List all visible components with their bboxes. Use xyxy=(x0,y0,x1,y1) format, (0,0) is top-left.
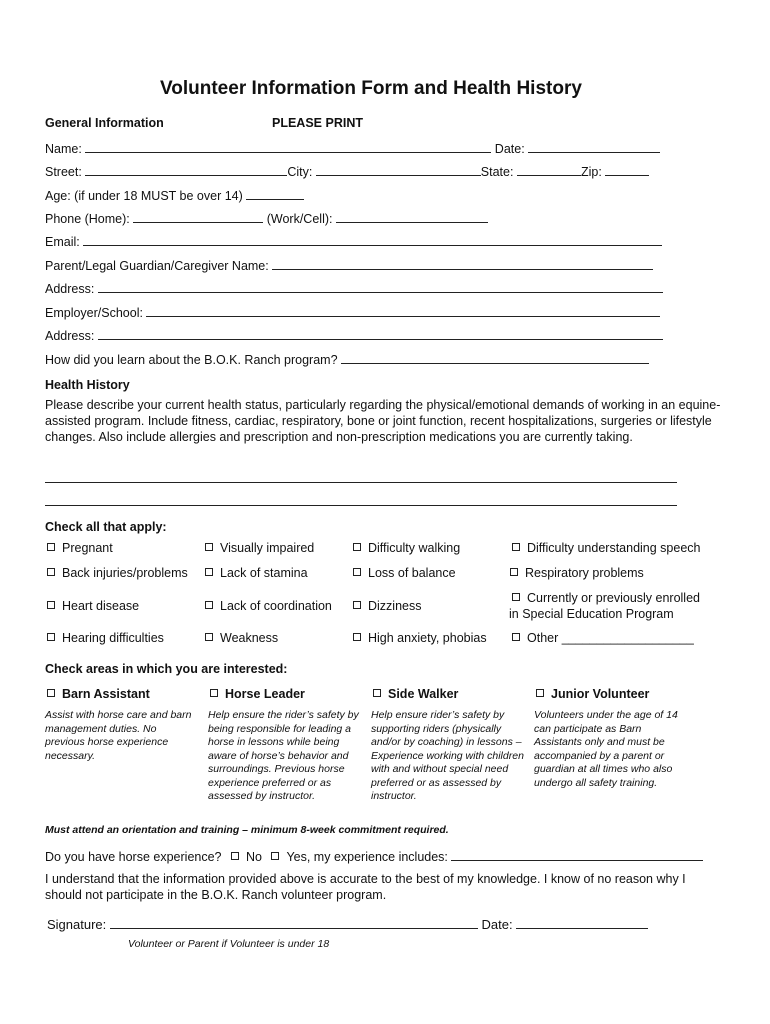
address2-label: Address: xyxy=(45,329,95,343)
no-label: No xyxy=(246,850,262,864)
role-side-walker[interactable]: Side Walker xyxy=(373,687,458,701)
general-heading: General Information xyxy=(45,116,164,130)
state-field[interactable] xyxy=(517,163,581,176)
checkbox[interactable] xyxy=(373,689,381,697)
check-item[interactable]: Respiratory problems xyxy=(510,566,644,580)
checkbox[interactable] xyxy=(353,633,361,641)
address1-label: Address: xyxy=(45,282,95,296)
signature-label: Signature: xyxy=(47,917,107,932)
check-item[interactable]: Difficulty understanding speech xyxy=(512,541,701,555)
guardian-label: Parent/Legal Guardian/Caregiver Name: xyxy=(45,259,269,273)
checkbox[interactable] xyxy=(47,568,55,576)
yes-label: Yes, my experience includes: xyxy=(286,850,448,864)
employer-label: Employer/School: xyxy=(45,306,143,320)
checkbox[interactable] xyxy=(205,601,213,609)
barn-assistant-desc: Assist with horse care and barn management duties. No previous horse experience necessary. xyxy=(45,709,192,762)
phone-home-field[interactable] xyxy=(133,210,263,223)
address1-field[interactable] xyxy=(98,280,663,293)
employer-row xyxy=(45,304,660,320)
junior-volunteer-desc: Volunteers under the age of 14 can participate as Barn Assistants only and must be accompanied by a parent or guardian at all times who also undergo all safety training. xyxy=(534,709,678,789)
checkbox[interactable] xyxy=(353,601,361,609)
address2-field[interactable] xyxy=(98,327,663,340)
checkbox[interactable] xyxy=(512,543,520,551)
name-field[interactable] xyxy=(85,140,491,153)
check-item[interactable]: Back injuries/problems xyxy=(47,566,188,580)
name-row xyxy=(45,140,660,156)
checkbox[interactable] xyxy=(353,543,361,551)
how-learn-row xyxy=(45,351,649,367)
signature-date-label: Date: xyxy=(481,917,513,932)
date-field[interactable] xyxy=(528,140,660,153)
email-field[interactable] xyxy=(83,233,662,246)
side-walker-desc: Help ensure rider’s safety by supporting riders (physically and/or by coaching) in lessons – Experience working with children with and without special need preferred or as assessed by instructor. xyxy=(371,709,524,802)
street-field[interactable] xyxy=(85,163,287,176)
health-instructions: Please describe your current health status, particularly regarding the physical/emotional demands of working in an equine-assisted program. Include fitness, cardiac, respiratory, bone or joint function, recent hospitalizations, surgeries or lifestyle changes. Also include allergies and prescription and non-prescription medications you are currently taking. xyxy=(45,398,721,444)
checkbox[interactable] xyxy=(205,543,213,551)
date-label: Date: xyxy=(494,142,525,156)
signature-date-field[interactable] xyxy=(516,916,648,929)
name-label: Name: xyxy=(45,142,82,156)
age-label: Age: (if under 18 MUST be over 14) xyxy=(45,189,243,203)
check-item[interactable]: Heart disease xyxy=(47,599,139,613)
check-item[interactable]: Visually impaired xyxy=(205,541,314,555)
role-horse-leader[interactable]: Horse Leader xyxy=(210,687,305,701)
signature-row xyxy=(47,916,648,932)
checkbox[interactable] xyxy=(47,633,55,641)
experience-question: Do you have horse experience? xyxy=(45,850,222,864)
phone-row xyxy=(45,210,488,226)
please-print: PLEASE PRINT xyxy=(272,116,363,130)
no-checkbox[interactable] xyxy=(231,852,239,860)
interests-heading: Check areas in which you are interested: xyxy=(45,662,288,676)
signature-note: Volunteer or Parent if Volunteer is under 18 xyxy=(128,938,330,950)
yes-checkbox[interactable] xyxy=(271,852,279,860)
employer-field[interactable] xyxy=(146,304,660,317)
checkbox[interactable] xyxy=(210,689,218,697)
age-field[interactable] xyxy=(246,187,304,200)
check-item[interactable]: Weakness xyxy=(205,631,278,645)
phone-home-label: Phone (Home): xyxy=(45,212,130,226)
role-barn-assistant[interactable]: Barn Assistant xyxy=(47,687,150,701)
work-cell-field[interactable] xyxy=(336,210,488,223)
check-item[interactable]: Lack of stamina xyxy=(205,566,308,580)
age-row xyxy=(45,187,304,203)
orientation-note: Must attend an orientation and training – minimum 8-week commitment required. xyxy=(45,824,449,836)
address2-row xyxy=(45,327,663,343)
checkbox[interactable] xyxy=(512,593,520,601)
check-item[interactable]: Difficulty walking xyxy=(353,541,460,555)
check-item[interactable]: Pregnant xyxy=(47,541,113,555)
signature-field[interactable] xyxy=(110,916,478,929)
how-learn-label: How did you learn about the B.O.K. Ranch program? xyxy=(45,353,338,367)
health-answer-line-1[interactable] xyxy=(45,482,677,483)
guardian-field[interactable] xyxy=(272,257,653,270)
health-answer-line-2[interactable] xyxy=(45,505,677,506)
role-junior-volunteer[interactable]: Junior Volunteer xyxy=(536,687,649,701)
check-item[interactable]: Hearing difficulties xyxy=(47,631,164,645)
city-field[interactable] xyxy=(316,163,481,176)
how-learn-field[interactable] xyxy=(341,351,649,364)
street-label: Street: xyxy=(45,165,82,179)
street-row xyxy=(45,163,649,179)
city-label: City: xyxy=(287,165,313,179)
check-item[interactable]: Other ___________________ xyxy=(512,631,694,645)
guardian-row xyxy=(45,257,653,273)
statement: I understand that the information provided above is accurate to the best of my knowledge. I know of no reason why I should not participate in the B.O.K. Ranch volunteer program. xyxy=(45,872,686,902)
zip-label: Zip: xyxy=(580,165,602,179)
zip-field[interactable] xyxy=(605,163,649,176)
checkbox[interactable] xyxy=(536,689,544,697)
checkbox[interactable] xyxy=(205,633,213,641)
checkbox[interactable] xyxy=(510,568,518,576)
checkbox[interactable] xyxy=(47,543,55,551)
email-label: Email: xyxy=(45,235,80,249)
page-title: Volunteer Information Form and Health History xyxy=(160,78,582,99)
check-item[interactable]: Lack of coordination xyxy=(205,599,332,613)
experience-field[interactable] xyxy=(451,848,703,861)
email-row xyxy=(45,233,662,249)
check-item[interactable]: Currently or previously enrolled xyxy=(512,591,700,605)
checkbox[interactable] xyxy=(512,633,520,641)
experience-row xyxy=(45,848,703,864)
checkbox[interactable] xyxy=(205,568,213,576)
check-item[interactable]: Loss of balance xyxy=(353,566,456,580)
health-heading: Health History xyxy=(45,378,130,392)
check-item[interactable]: High anxiety, phobias xyxy=(353,631,487,645)
work-cell-label: (Work/Cell): xyxy=(266,212,333,226)
checkbox[interactable] xyxy=(47,601,55,609)
checkbox[interactable] xyxy=(353,568,361,576)
state-label: State: xyxy=(480,165,514,179)
checkbox[interactable] xyxy=(47,689,55,697)
check-item[interactable]: Dizziness xyxy=(353,599,422,613)
horse-leader-desc: Help ensure the rider’s safety by being responsible for leading a horse in lessons while being aware of horse’s behavior and surroundings. Previous horse experience preferred or as assessed by instructor. xyxy=(208,709,359,802)
checks-heading: Check all that apply: xyxy=(45,520,167,534)
special-ed-label: in Special Education Program xyxy=(509,607,674,621)
address1-row xyxy=(45,280,663,296)
